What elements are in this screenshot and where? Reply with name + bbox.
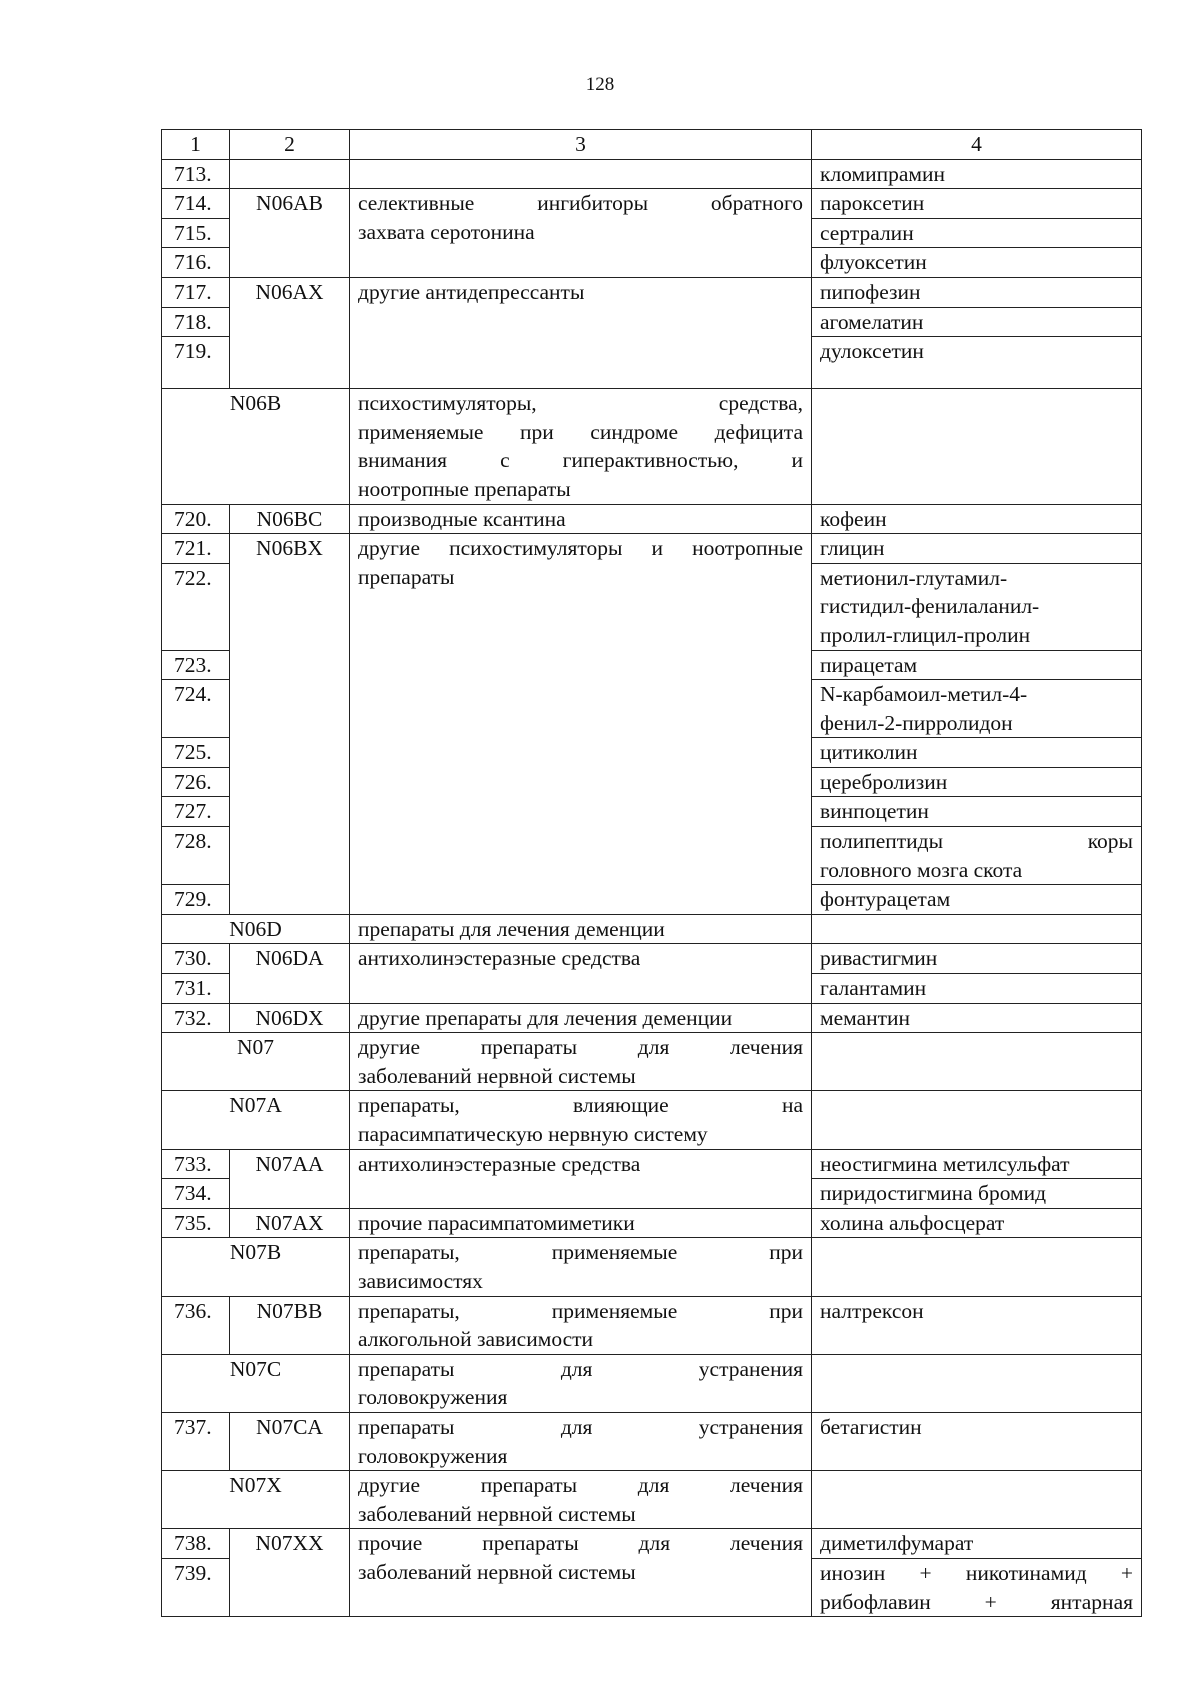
table-row bbox=[162, 1208, 1142, 1238]
row-number: 715. bbox=[162, 218, 230, 248]
row-number: 726. bbox=[162, 767, 230, 797]
description-cell bbox=[350, 534, 812, 915]
row-number: 725. bbox=[162, 738, 230, 768]
description: антихолинэстеразные средства bbox=[350, 1149, 812, 1208]
description-line: головокружения bbox=[358, 1443, 508, 1468]
group-code: N07 bbox=[162, 1033, 350, 1091]
atc-code: N06BX bbox=[230, 534, 350, 915]
row-number: 735. bbox=[162, 1208, 230, 1238]
drug-name: галантамин bbox=[812, 974, 1142, 1004]
description-line: внимания с гиперактивностью, и bbox=[358, 448, 803, 473]
drug-name-line: полипептиды коры bbox=[820, 829, 1133, 854]
group-row bbox=[162, 914, 1142, 944]
row-number: 714. bbox=[162, 189, 230, 219]
row-number: 737. bbox=[162, 1412, 230, 1470]
drug-name-line: инозин + никотинамид + bbox=[820, 1560, 1133, 1585]
row-number: 738. bbox=[162, 1529, 230, 1559]
description-cell bbox=[350, 1529, 812, 1617]
group-description bbox=[350, 1471, 812, 1529]
row-number: 721. bbox=[162, 534, 230, 564]
drug-cell-empty bbox=[812, 1091, 1142, 1149]
drug-name: флуоксетин bbox=[812, 248, 1142, 278]
drug-name-cell bbox=[812, 563, 1142, 650]
row-number: 724. bbox=[162, 680, 230, 738]
drug-name: неостигмина метилсульфат bbox=[812, 1149, 1142, 1179]
group-row bbox=[162, 1354, 1142, 1412]
description-line: заболеваний нервной системы bbox=[358, 1559, 636, 1584]
group-code: N07X bbox=[162, 1471, 350, 1529]
group-code: N07B bbox=[162, 1238, 350, 1296]
description-line: селективные ингибиторы обратного bbox=[358, 191, 803, 216]
header-col-3: 3 bbox=[350, 130, 812, 160]
description-line: прочие препараты для лечения bbox=[358, 1531, 803, 1556]
description-cell bbox=[350, 189, 812, 278]
row-number: 716. bbox=[162, 248, 230, 278]
header-row bbox=[162, 130, 1142, 160]
description-line: применяемые при синдроме дефицита bbox=[358, 419, 803, 444]
row-number: 727. bbox=[162, 797, 230, 827]
description-line: препараты для устранения bbox=[358, 1356, 803, 1381]
row-number: 731. bbox=[162, 974, 230, 1004]
drug-name-line: гистидил-фенилаланил- bbox=[820, 594, 1040, 619]
group-code: N06B bbox=[162, 389, 350, 504]
group-row bbox=[162, 1238, 1142, 1296]
atc-code: N06AX bbox=[230, 277, 350, 388]
row-number: 739. bbox=[162, 1558, 230, 1616]
description-line: препараты bbox=[358, 564, 455, 589]
page-number: 128 bbox=[585, 74, 615, 95]
row-number: 720. bbox=[162, 504, 230, 534]
drug-name: дулоксетин bbox=[812, 337, 1142, 389]
row-number: 722. bbox=[162, 563, 230, 650]
header-col-2: 2 bbox=[230, 130, 350, 160]
description-line: головокружения bbox=[358, 1385, 508, 1410]
description-line: другие препараты для лечения bbox=[358, 1035, 803, 1060]
drug-name: глицин bbox=[812, 534, 1142, 564]
description-line: алкогольной зависимости bbox=[358, 1327, 594, 1352]
drug-name-line: головного мозга скота bbox=[820, 857, 1023, 882]
drug-name: бетагистин bbox=[812, 1412, 1142, 1470]
description-line: препараты, применяемые при bbox=[358, 1298, 803, 1323]
drug-name-line: фенил-2-пирролидон bbox=[820, 710, 1013, 735]
atc-code: N06AB bbox=[230, 189, 350, 278]
description-line: ноотропные препараты bbox=[358, 476, 571, 501]
drug-name: агомелатин bbox=[812, 307, 1142, 337]
table-row bbox=[162, 159, 1142, 189]
group-code: N06D bbox=[162, 914, 350, 944]
description: другие антидепрессанты bbox=[350, 277, 812, 388]
description-line: заболеваний нервной системы bbox=[358, 1501, 636, 1526]
row-number: 734. bbox=[162, 1179, 230, 1209]
drug-name: кофеин bbox=[812, 504, 1142, 534]
row-number: 713. bbox=[162, 159, 230, 189]
drug-name: фонтурацетам bbox=[812, 885, 1142, 915]
atc-code: N07AX bbox=[230, 1208, 350, 1238]
row-number: 728. bbox=[162, 827, 230, 885]
group-code: N07A bbox=[162, 1091, 350, 1149]
table-row bbox=[162, 534, 1142, 564]
description-line: другие психостимуляторы и ноотропные bbox=[358, 536, 803, 561]
description: производные ксантина bbox=[350, 504, 812, 534]
row-number: 729. bbox=[162, 885, 230, 915]
row-number: 719. bbox=[162, 337, 230, 389]
group-row bbox=[162, 1033, 1142, 1091]
drug-name-cell bbox=[812, 680, 1142, 738]
description: прочие парасимпатомиметики bbox=[350, 1208, 812, 1238]
description-line: другие препараты для лечения bbox=[358, 1473, 803, 1498]
drug-name-cell bbox=[812, 1558, 1142, 1616]
drug-cell-empty bbox=[812, 1354, 1142, 1412]
row-number: 732. bbox=[162, 1003, 230, 1033]
atc-code: N07XX bbox=[230, 1529, 350, 1617]
group-description bbox=[350, 1033, 812, 1091]
group-row bbox=[162, 1471, 1142, 1529]
drug-name: пароксетин bbox=[812, 189, 1142, 219]
drug-name: налтрексон bbox=[812, 1296, 1142, 1354]
drug-classification-table bbox=[161, 129, 1142, 1617]
description-line: препараты для устранения bbox=[358, 1414, 803, 1439]
group-description: препараты для лечения деменции bbox=[350, 914, 812, 944]
group-description bbox=[350, 1238, 812, 1296]
row-number: 723. bbox=[162, 650, 230, 680]
drug-name: сертралин bbox=[812, 218, 1142, 248]
atc-code-cell bbox=[230, 159, 350, 189]
drug-cell-empty bbox=[812, 1238, 1142, 1296]
drug-name-line: рибофлавин + янтарная bbox=[820, 1589, 1133, 1614]
atc-code: N06DX bbox=[230, 1003, 350, 1033]
group-row bbox=[162, 389, 1142, 504]
table-row bbox=[162, 1529, 1142, 1559]
table-row bbox=[162, 944, 1142, 974]
table-row bbox=[162, 1003, 1142, 1033]
drug-name: пиридостигмина бромид bbox=[812, 1179, 1142, 1209]
row-number: 717. bbox=[162, 277, 230, 307]
row-number: 736. bbox=[162, 1296, 230, 1354]
header-col-1: 1 bbox=[162, 130, 230, 160]
description-line: препараты, влияющие на bbox=[358, 1093, 803, 1118]
description-line: заболеваний нервной системы bbox=[358, 1063, 636, 1088]
table-row bbox=[162, 504, 1142, 534]
drug-name: цитиколин bbox=[812, 738, 1142, 768]
drug-name: пирацетам bbox=[812, 650, 1142, 680]
description: другие препараты для лечения деменции bbox=[350, 1003, 812, 1033]
table-row bbox=[162, 1296, 1142, 1354]
atc-code: N06DA bbox=[230, 944, 350, 1003]
drug-cell-empty bbox=[812, 1033, 1142, 1091]
description-cell bbox=[350, 1296, 812, 1354]
description-cell bbox=[350, 159, 812, 189]
description-line: психостимуляторы, средства, bbox=[358, 391, 803, 416]
table-row bbox=[162, 1412, 1142, 1470]
drug-name: винпоцетин bbox=[812, 797, 1142, 827]
group-description bbox=[350, 389, 812, 504]
drug-cell-empty bbox=[812, 914, 1142, 944]
drug-name: холина альфосцерат bbox=[812, 1208, 1142, 1238]
description: антихолинэстеразные средства bbox=[350, 944, 812, 1003]
drug-name-line: пролил-глицил-пролин bbox=[820, 622, 1031, 647]
drug-name-line: метионил-глутамил- bbox=[820, 565, 1008, 590]
drug-name-line: N-карбамоил-метил-4- bbox=[820, 682, 1028, 707]
drug-cell-empty bbox=[812, 389, 1142, 504]
atc-code: N06BC bbox=[230, 504, 350, 534]
description-line: парасимпатическую нервную систему bbox=[358, 1122, 708, 1146]
description-line: препараты, применяемые при bbox=[358, 1240, 803, 1265]
description-cell bbox=[350, 1412, 812, 1470]
atc-code: N07CA bbox=[230, 1412, 350, 1470]
drug-cell-empty bbox=[812, 1471, 1142, 1529]
group-row bbox=[162, 1091, 1142, 1149]
drug-name: диметилфумарат bbox=[812, 1529, 1142, 1559]
atc-code: N07AA bbox=[230, 1149, 350, 1208]
drug-name: мемантин bbox=[812, 1003, 1142, 1033]
drug-name-cell bbox=[812, 827, 1142, 885]
table-row bbox=[162, 1149, 1142, 1179]
row-number: 718. bbox=[162, 307, 230, 337]
group-code: N07C bbox=[162, 1354, 350, 1412]
header-col-4: 4 bbox=[812, 130, 1142, 160]
atc-code: N07BB bbox=[230, 1296, 350, 1354]
drug-name: ривастигмин bbox=[812, 944, 1142, 974]
drug-name: церебролизин bbox=[812, 767, 1142, 797]
row-number: 733. bbox=[162, 1149, 230, 1179]
table-row bbox=[162, 189, 1142, 219]
group-description bbox=[350, 1091, 812, 1149]
row-number: 730. bbox=[162, 944, 230, 974]
description-line: зависимостях bbox=[358, 1268, 483, 1293]
group-description bbox=[350, 1354, 812, 1412]
drug-name: пипофезин bbox=[812, 277, 1142, 307]
description-line: захвата серотонина bbox=[358, 219, 535, 244]
drug-name: кломипрамин bbox=[812, 159, 1142, 189]
table-row bbox=[162, 277, 1142, 307]
